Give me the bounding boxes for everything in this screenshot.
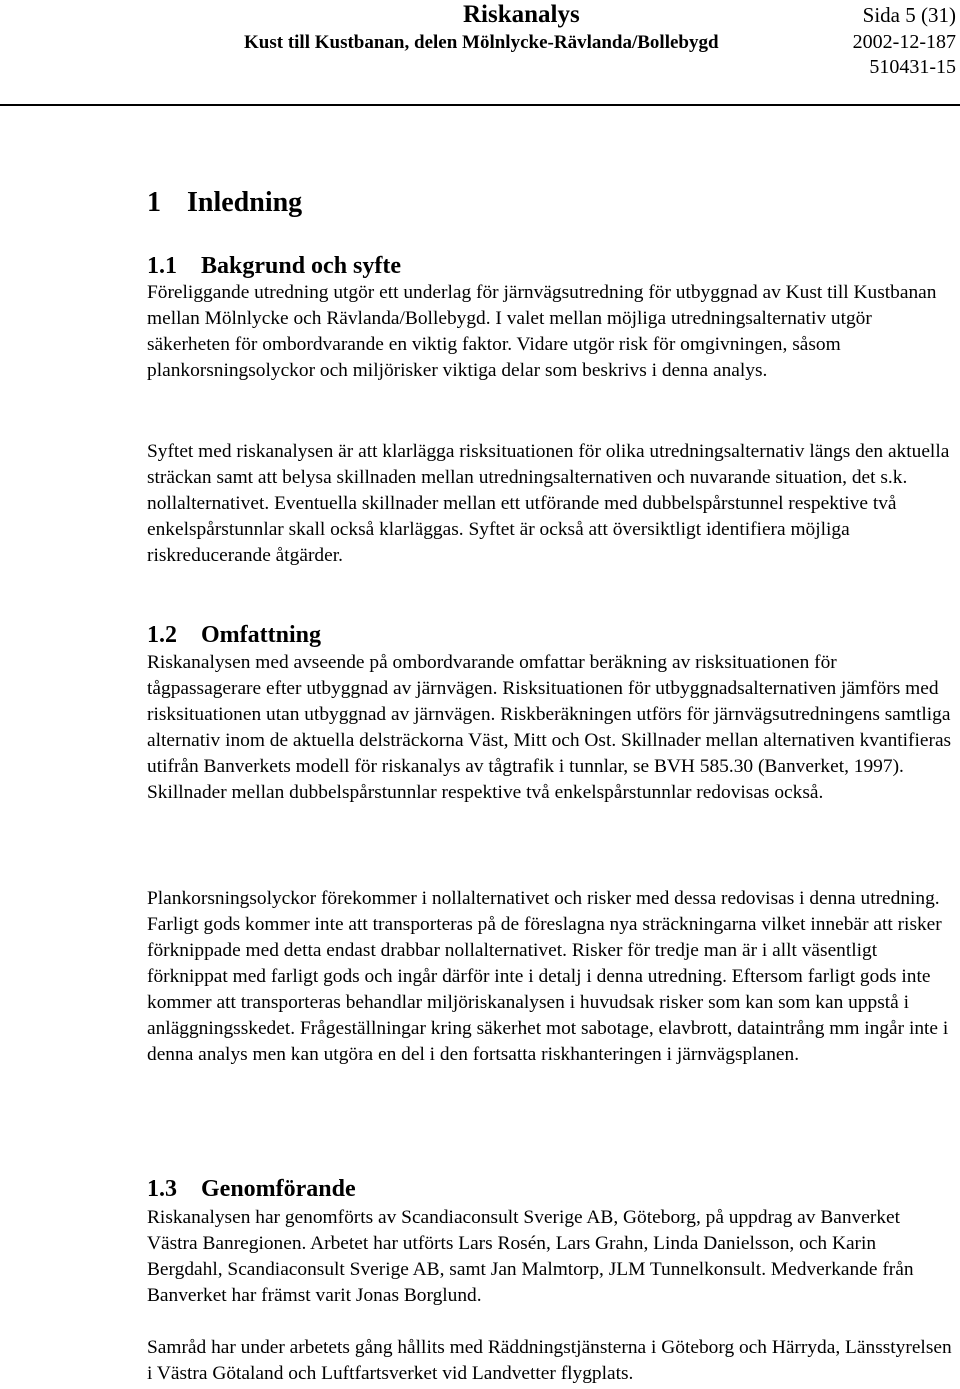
section-number: 1.2 [147, 622, 177, 648]
section-number: 1.3 [147, 1176, 177, 1202]
section-title: Genomförande [201, 1176, 356, 1202]
header-subtitle: Kust till Kustbanan, delen Mölnlycke-Rävlanda/Bollebygd [244, 32, 719, 53]
paragraph: Föreliggande utredning utgör ett underlag för järnvägsutredning för utbyggnad av Kust till Kustbanan mellan Mölnlycke och Rävlanda/Bollebygd. I valet mellan möjliga utredningsalternativ utgör säkerheten för ombordvarande en viktig faktor. Vidare utgör risk för omgivningen, såsom plankorsningsolyckor och miljörisker viktiga delar som beskrivs i denna analys. [147, 282, 937, 381]
paragraph: Samråd har under arbetets gång hållits med Räddningstjänsterna i Göteborg och Härryda, Länsstyrelsen i Västra Götaland och Luftfartsverket vid Landvetter flygplats. [147, 1337, 952, 1384]
paragraph: Plankorsningsolyckor förekommer i nollalternativet och risker med dessa redovisas i denna utredning. Farligt gods kommer inte att transporteras på de föreslagna nya sträckningarna vilket innebär att risker förknippade med detta endast drabbar nollalternativet. Risker för tredje man är i allt väsentligt förknippat med farligt gods och ingår därför inte i detalj i denna utredning. Eftersom farligt gods inte kommer att transporteras behandlar miljöriskanalysen i huvudsak risker som kan som kan uppstå i anläggningsskedet. Frågeställningar kring säkerhet mot sabotage, elavbrott, dataintrång mm ingår inte i denna analys men kan utgöra en del i den fortsatta riskhanteringen i järnvägsplanen. [147, 888, 949, 1065]
header-document-number: 510431-15 [869, 56, 956, 78]
section-number: 1.1 [147, 253, 177, 279]
header-title: Riskanalys [463, 1, 580, 28]
paragraph: Riskanalysen med avseende på ombordvarande omfattar beräkning av risksituationen för tågpassagerare efter utbyggnad av järnvägen. Risksituationen för utbyggnadsalternativen jämförs med risksituationen utan utbyggnad av järnvägen. Riskberäkningen utförs för järnvägsutredningens samtliga alternativ inom de aktuella delsträckorna Väst, Mitt och Ost. Skillnader mellan alternativen kvantifieras utifrån Banverkets modell för riskanalys av tågtrafik i tunnlar, se BVH 585.30 (Banverket, 1997). Skillnader mellan dubbelspårstunnlar respektive två enkelspårstunnlar redovisas också. [147, 652, 952, 803]
section-1-1-heading [147, 251, 401, 281]
section-title: Bakgrund och syfte [201, 253, 402, 279]
section-1-heading [147, 186, 302, 220]
header-page-number: Sida 5 (31) [862, 3, 956, 27]
page-header [0, 0, 960, 108]
section-title: Inledning [187, 187, 303, 218]
section-title: Omfattning [201, 622, 321, 648]
section-1-2-heading [147, 620, 321, 650]
section-1-3-heading [147, 1174, 356, 1204]
paragraph: Syftet med riskanalysen är att klarlägga risksituationen för olika utredningsalternativ längs den aktuella sträckan samt att belysa skillnaden mellan utredningsalternativen och nuvarande situation, det s.k. nollalternativet. Eventuella skillnader mellan ett utförande med dubbelspårstunnel respektive två enkelspårstunnlar skall också klarläggas. Syftet är också att översiktligt identifiera möjliga riskreducerande åtgärder. [147, 441, 950, 566]
paragraph: Riskanalysen har genomförts av Scandiaconsult Sverige AB, Göteborg, på uppdrag av Banverket Västra Banregionen. Arbetet har utförts Lars Rosén, Lars Grahn, Linda Danielsson, och Karin Bergdahl, Scandiaconsult Sverige AB, samt Jan Malmtorp, JLM Tunnelkonsult. Medverkande från Banverket har främst varit Jonas Borglund. [147, 1207, 914, 1306]
section-number: 1 [147, 187, 161, 218]
header-divider [0, 104, 960, 106]
header-date: 2002-12-187 [852, 31, 956, 53]
